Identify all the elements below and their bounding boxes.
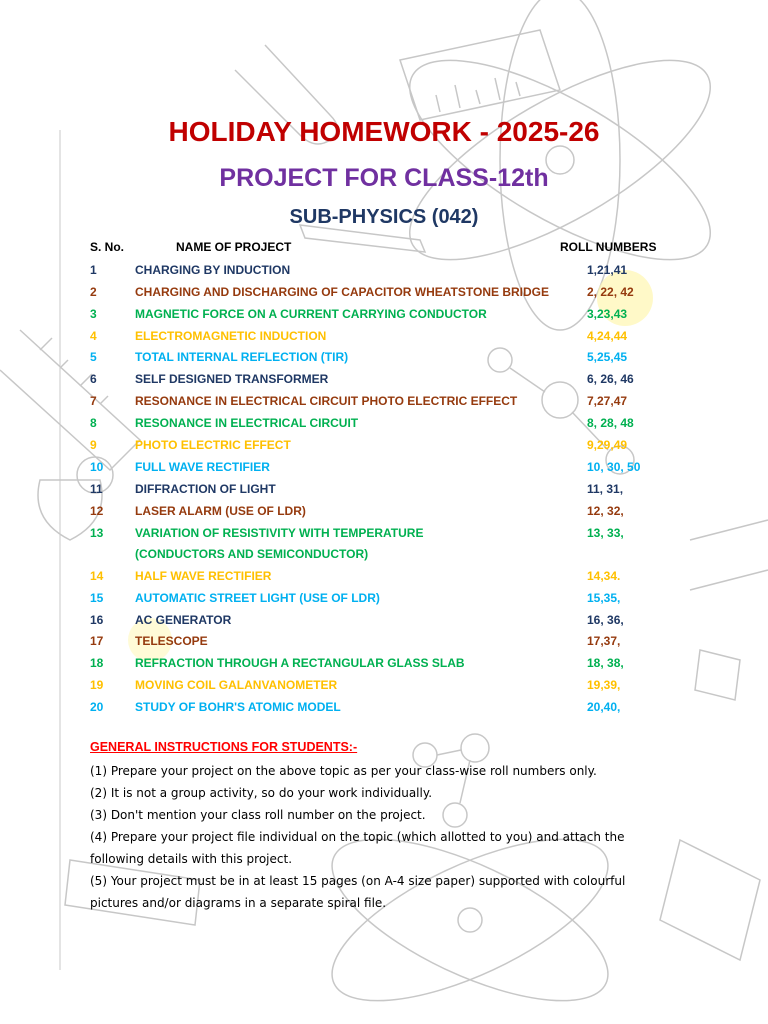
table-row [0, 438, 768, 458]
row-sno: 20 [90, 700, 104, 714]
row-roll-numbers: 16, 36, [587, 613, 624, 627]
row-sno: 3 [90, 307, 97, 321]
table-row [0, 482, 768, 502]
page-title: HOLIDAY HOMEWORK - 2025-26 [168, 116, 600, 147]
project-subtitle: PROJECT FOR CLASS-12th [219, 164, 549, 192]
table-row [0, 307, 768, 327]
row-roll-numbers: 11, 31, [587, 482, 624, 496]
table-row [0, 613, 768, 633]
table-row [0, 372, 768, 392]
table-row [0, 394, 768, 414]
row-roll-numbers: 15,35, [587, 591, 621, 605]
row-roll-numbers: 7,27,47 [587, 394, 628, 408]
row-sno: 17 [90, 634, 104, 648]
row-sno: 14 [90, 569, 104, 583]
row-roll-numbers: 2, 22, 42 [587, 285, 634, 299]
row-roll-numbers: 4,24,44 [587, 329, 628, 343]
table-row [0, 634, 768, 654]
table-row [0, 700, 768, 720]
table-row [0, 416, 768, 436]
header-roll-numbers: ROLL NUMBERS [560, 240, 657, 254]
instruction-line: following details with this project. [90, 852, 293, 866]
row-roll-numbers: 17,37, [587, 634, 621, 648]
row-sno: 9 [90, 438, 97, 452]
row-sno: 15 [90, 591, 104, 605]
row-sno: 6 [90, 372, 97, 386]
instructions-heading: GENERAL INSTRUCTIONS FOR STUDENTS:- [90, 740, 358, 754]
row-project-name: HALF WAVE RECTIFIER [135, 569, 272, 583]
table-row [0, 678, 768, 698]
table-row [0, 263, 768, 283]
table-row [0, 285, 768, 305]
row-project-name: TELESCOPE [135, 634, 208, 648]
header-sno: S. No. [90, 240, 125, 254]
row-sno: 5 [90, 350, 97, 364]
subject-heading: SUB-PHYSICS (042) [289, 206, 479, 228]
row-roll-numbers: 12, 32, [587, 504, 624, 518]
instruction-line: (4) Prepare your project file individual on the topic (which allotted to you) and attach the [90, 830, 625, 844]
row-sno: 10 [90, 460, 104, 474]
row-roll-numbers: 18, 38, [587, 656, 624, 670]
row-roll-numbers: 9,29,49 [587, 438, 628, 452]
row-project-name: REFRACTION THROUGH A RECTANGULAR GLASS SLAB [135, 656, 465, 670]
table-row [0, 504, 768, 524]
header-project-name: NAME OF PROJECT [176, 240, 292, 254]
row-project-name: RESONANCE IN ELECTRICAL CIRCUIT PHOTO ELECTRIC EFFECT [135, 394, 518, 408]
row-project-name: MOVING COIL GALANVANOMETER [135, 678, 338, 692]
row-roll-numbers: 20,40, [587, 700, 621, 714]
instruction-line: (1) Prepare your project on the above topic as per your class-wise roll numbers only. [90, 764, 597, 778]
row-project-name: VARIATION OF RESISTIVITY WITH TEMPERATURE [135, 526, 424, 540]
table-row [0, 460, 768, 480]
table-row [0, 569, 768, 589]
row-roll-numbers: 3,23,43 [587, 307, 628, 321]
instruction-line: (3) Don't mention your class roll number on the project. [90, 808, 426, 822]
row-project-name: MAGNETIC FORCE ON A CURRENT CARRYING CONDUCTOR [135, 307, 487, 321]
row-project-name: CHARGING AND DISCHARGING OF CAPACITOR WHEATSTONE BRIDGE [135, 285, 550, 299]
row-roll-numbers: 14,34. [587, 569, 621, 583]
table-row [0, 656, 768, 676]
row-sno: 18 [90, 656, 104, 670]
row-project-name: FULL WAVE RECTIFIER [135, 460, 270, 474]
row-roll-numbers: 6, 26, 46 [587, 372, 634, 386]
row-project-name: AC GENERATOR [135, 613, 232, 627]
table-row [0, 350, 768, 370]
row-roll-numbers: 8, 28, 48 [587, 416, 634, 430]
row-project-name: STUDY OF BOHR'S ATOMIC MODEL [135, 700, 341, 714]
table-row [0, 329, 768, 349]
row-project-name: DIFFRACTION OF LIGHT [135, 482, 276, 496]
row-sno: 4 [90, 329, 97, 343]
row-project-name: RESONANCE IN ELECTRICAL CIRCUIT [135, 416, 359, 430]
table-row [0, 526, 768, 561]
instruction-line: (2) It is not a group activity, so do your work individually. [90, 786, 433, 800]
instruction-line: (5) Your project must be in at least 15 pages (on A-4 size paper) supported with colourful [90, 874, 626, 888]
row-sno: 19 [90, 678, 104, 692]
row-sno: 11 [90, 482, 103, 496]
row-roll-numbers: 1,21,41 [587, 263, 628, 277]
row-sno: 13 [90, 526, 104, 540]
row-sno: 1 [90, 263, 97, 277]
row-sno: 7 [90, 394, 97, 408]
row-roll-numbers: 19,39, [587, 678, 621, 692]
row-project-name: ELECTROMAGNETIC INDUCTION [135, 329, 327, 343]
row-roll-numbers: 13, 33, [587, 526, 624, 540]
instruction-line: pictures and/or diagrams in a separate spiral file. [90, 896, 387, 910]
row-project-name: PHOTO ELECTRIC EFFECT [135, 438, 291, 452]
table-row [0, 591, 768, 611]
row-sno: 8 [90, 416, 97, 430]
row-project-name: CHARGING BY INDUCTION [135, 263, 291, 277]
row-roll-numbers: 5,25,45 [587, 350, 628, 364]
row-project-name-continued: (CONDUCTORS AND SEMICONDUCTOR) [135, 547, 369, 561]
row-project-name: TOTAL INTERNAL REFLECTION (TIR) [135, 350, 349, 364]
row-sno: 16 [90, 613, 104, 627]
row-roll-numbers: 10, 30, 50 [587, 460, 641, 474]
row-project-name: LASER ALARM (USE OF LDR) [135, 504, 306, 518]
row-sno: 12 [90, 504, 104, 518]
row-sno: 2 [90, 285, 97, 299]
row-project-name: SELF DESIGNED TRANSFORMER [135, 372, 329, 386]
row-project-name: AUTOMATIC STREET LIGHT (USE OF LDR) [135, 591, 380, 605]
